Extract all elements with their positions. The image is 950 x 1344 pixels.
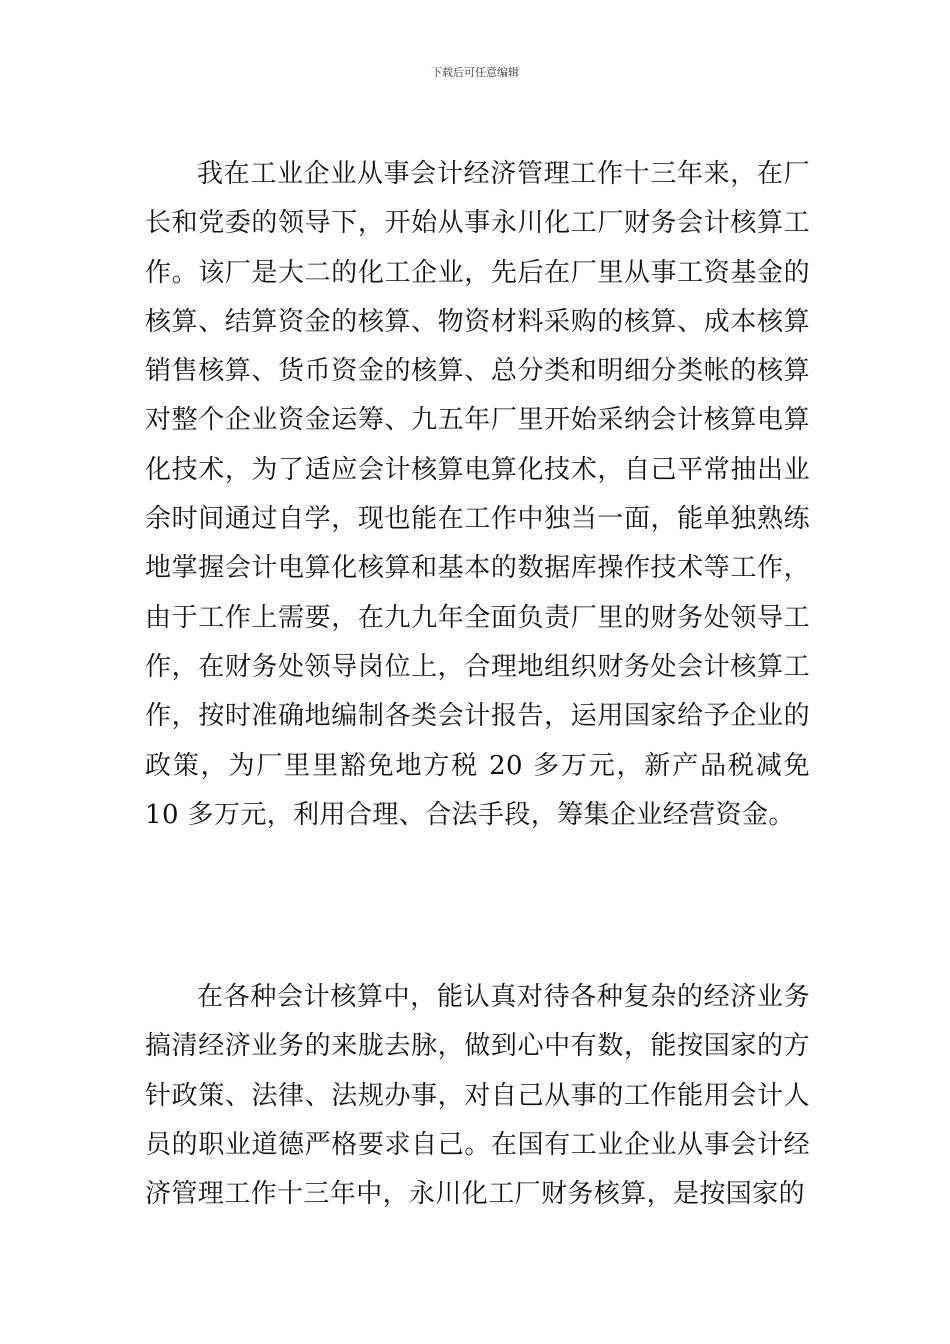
paragraph-text: 我在工业企业从事会计经济管理工作十三年来，在厂长和党委的领导下，开始从事永川化工厂财务会计核算工作。该厂是大二的化工企业，先后在厂里从事工资基金的核算、结算资金的核算、物资材料采购的核算、成本核算销售核算、货币资金的核算、总分类和明细分类帐的核算对整个企业资金运筹、九五年厂里开始采纳会计核算电算化技术，为了适应会计核算电算化技术，自己平常抽出业余时间通过自学，现也能在工作中独当一面，能单独熟练地掌握会计电算化核算和基本的数据库操作技术等工作，由于工作上需要，在九九年全面负责厂里的财务处领导工作，在财务处领导岗位上，合理地组织财务处会计核算工作，按时准确地编制各类会计报告，运用国家给予企业的政策，为厂里里豁免地方税 20 多万元，新产品税减免 10 多万元，利用合理、合法手段，筹集企业经营资金。: [145, 159, 810, 830]
body-paragraph-2: [145, 973, 810, 1219]
paragraph-text: 在各种会计核算中，能认真对待各种复杂的经济业务搞清经济业务的来胧去脉，做到心中有数，能按国家的方针政策、法律、法规办事，对自己从事的工作能用会计人员的职业道德严格要求自己。在国有工业企业从事会计经济管理工作十三年中，永川化工厂财务核算，是按国家的: [145, 982, 810, 1210]
body-paragraph-1: [145, 150, 810, 840]
page-header-note: 下载后可任意编辑: [431, 66, 519, 79]
